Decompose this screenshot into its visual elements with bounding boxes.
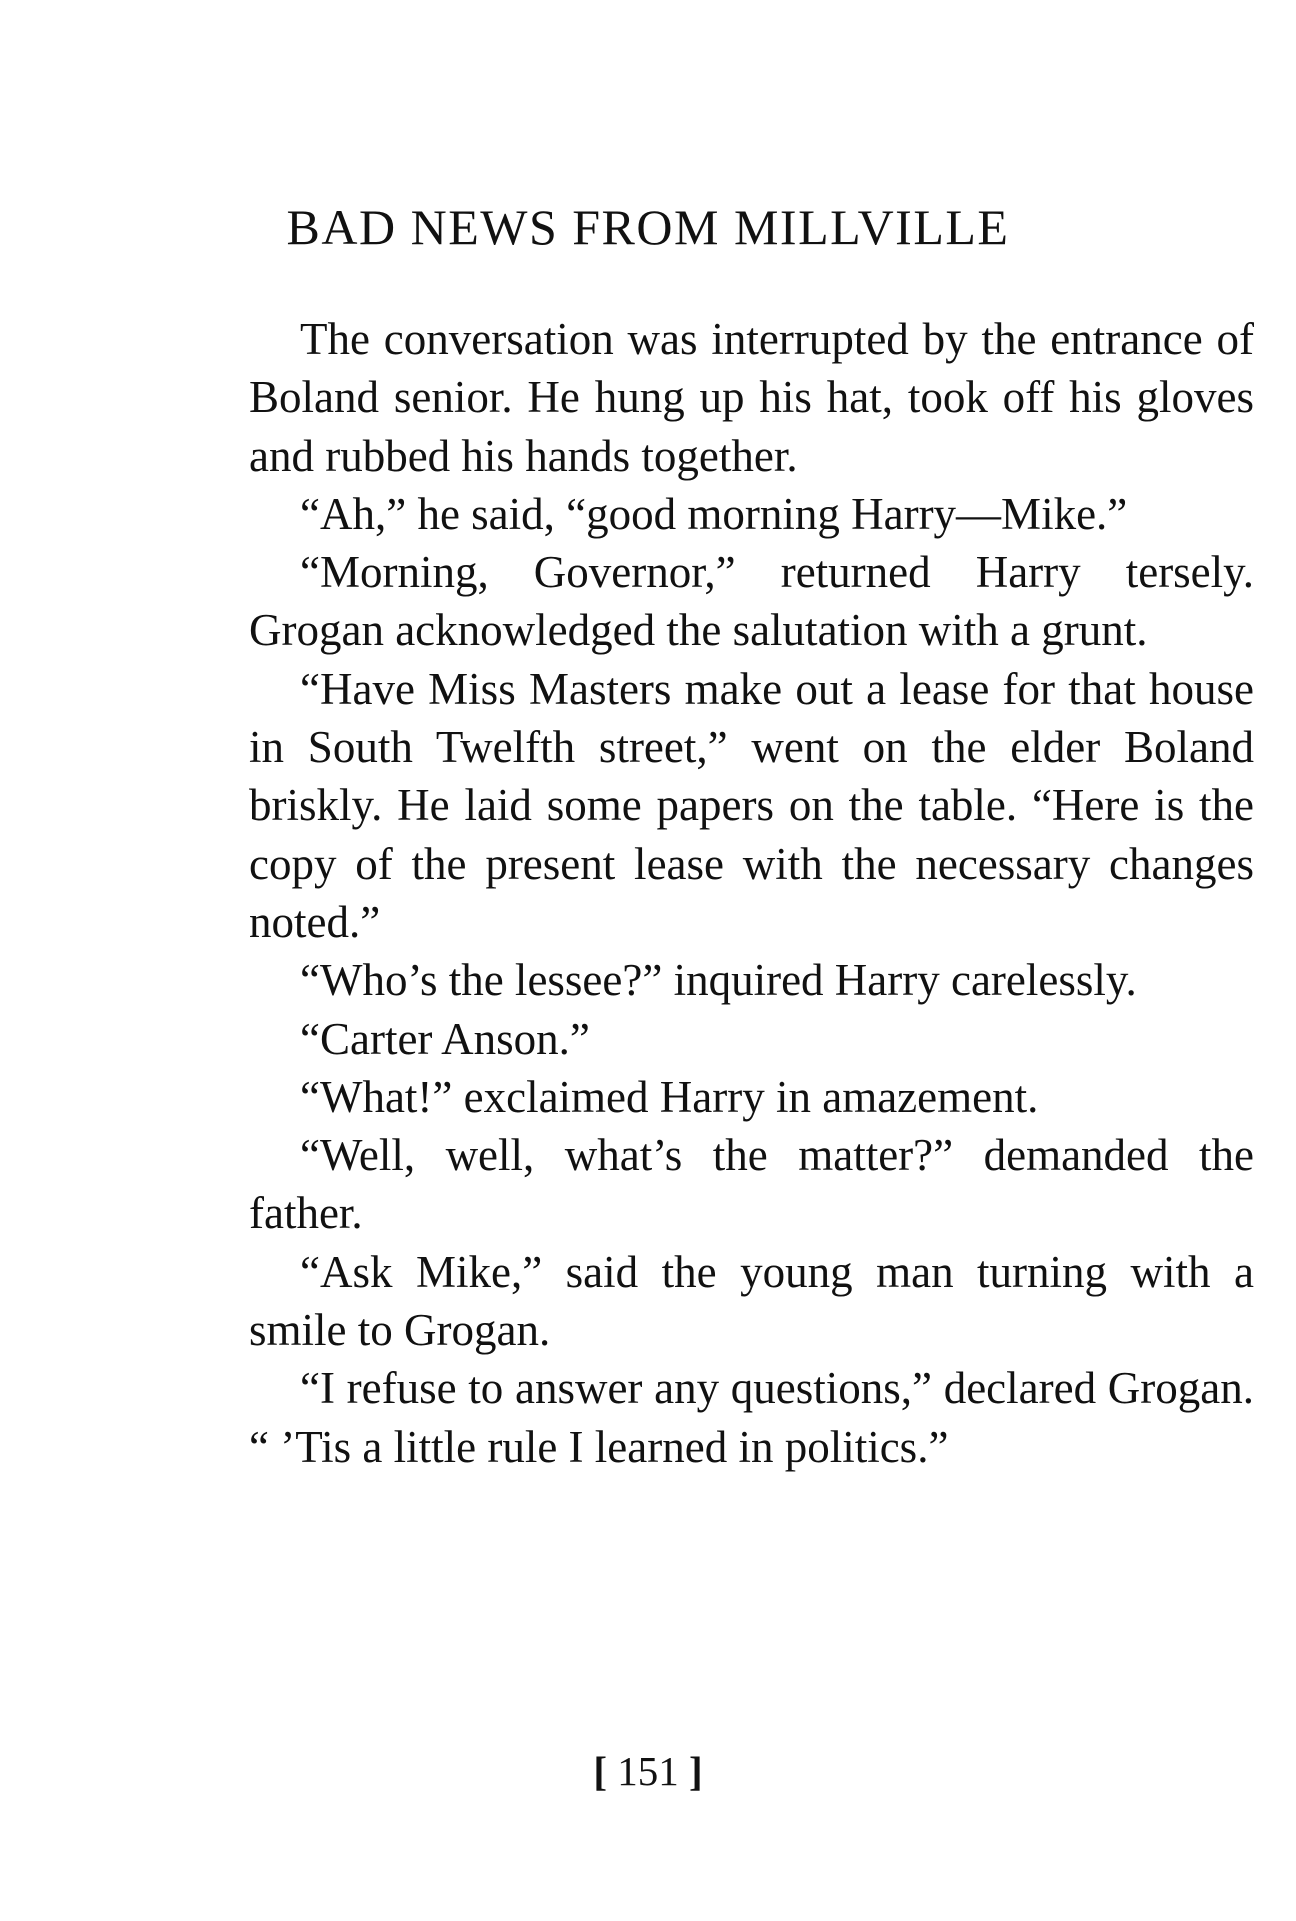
paragraph: “Well, well, what’s the matter?” demanded the father.: [249, 1130, 1254, 1239]
page-number-open-bracket: [: [593, 1748, 607, 1794]
page-number-value: 151: [617, 1748, 679, 1794]
paragraph: “Who’s the lessee?” inquired Harry carelessly.: [300, 955, 1137, 1006]
paragraph: “I refuse to answer any questions,” declared Grogan. “ ’Tis a little rule I learned in politics.”: [249, 1363, 1254, 1472]
paragraph: “Ah,” he said, “good morning Harry—Mike.”: [300, 488, 1128, 539]
page-number: [0, 1746, 1296, 1796]
paragraph: The conversation was interrupted by the entrance of Boland senior. He hung up his hat, took off his gloves and rubbed his hands together.: [249, 314, 1254, 481]
paragraph: “Carter Anson.”: [300, 1013, 590, 1064]
page-number-close-bracket: ]: [689, 1748, 703, 1794]
paragraph: “Have Miss Masters make out a lease for that house in South Twelfth street,” went on the elder Boland briskly. He laid some papers on the table. “Here is the copy of the present lease with the necessary changes noted.”: [249, 663, 1254, 947]
paragraph: “Morning, Governor,” returned Harry tersely. Grogan acknowledged the salutation with a grunt.: [249, 547, 1254, 656]
paragraph: “What!” exclaimed Harry in amazement.: [300, 1071, 1039, 1122]
running-head: BAD NEWS FROM MILLVILLE: [286, 199, 1010, 255]
body-text: [249, 310, 1254, 1476]
paragraph: “Ask Mike,” said the young man turning with a smile to Grogan.: [249, 1246, 1254, 1356]
